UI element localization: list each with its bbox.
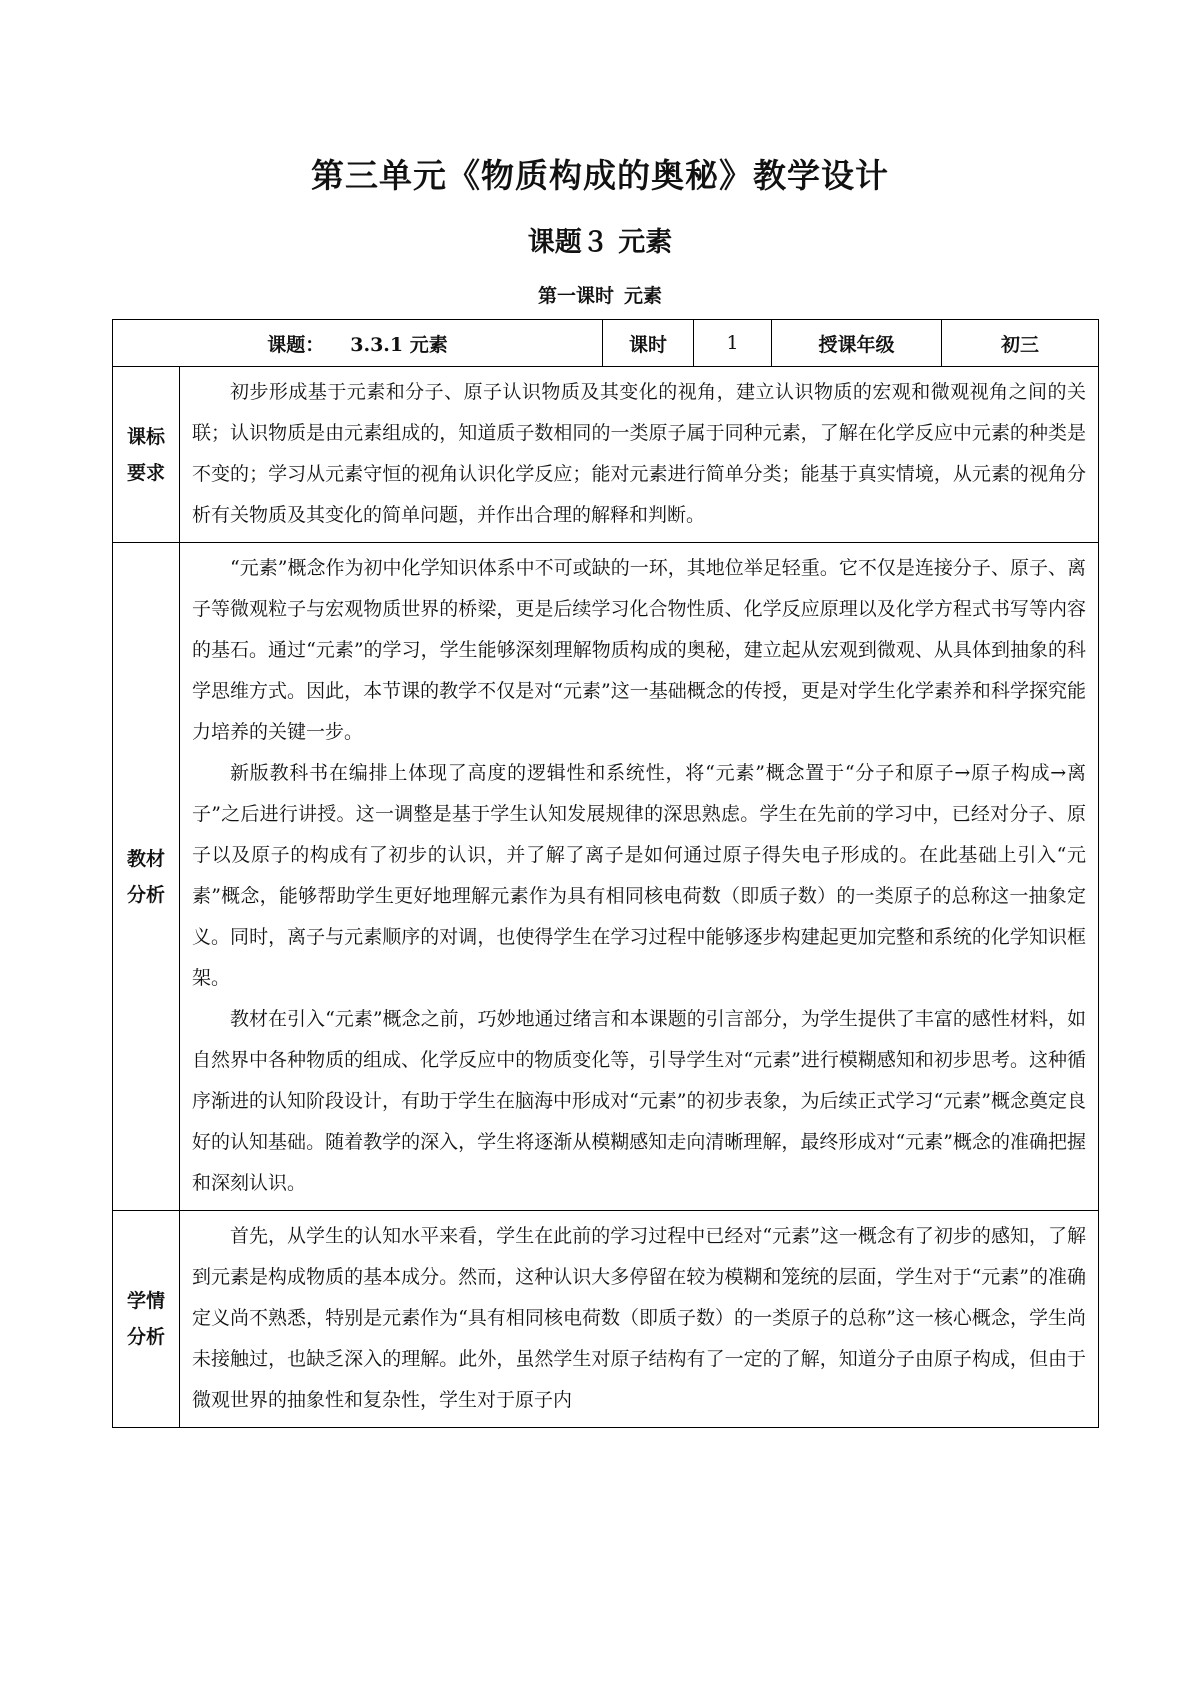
- lesson-topic: 元素: [624, 285, 663, 307]
- lesson-plan-table: [112, 319, 1099, 1428]
- textbook-analysis-row: [113, 543, 1099, 1211]
- student-label-line2: 分析: [126, 1326, 165, 1348]
- curriculum-label: [113, 367, 180, 543]
- curriculum-content: [180, 367, 1099, 543]
- paragraph: 教材在引入“元素”概念之前，巧妙地通过绪言和本课题的引言部分，为学生提供了丰富的感性材料，如自然界中各种物质的组成、化学反应中的物质变化等，引导学生对“元素”进行模糊感知和初步思考。这种循序渐进的认知阶段设计，有助于学生在脑海中形成对“元素”的初步表象，为后续正式学习“元素”概念奠定良好的认知基础。随着教学的深入，学生将逐渐从模糊感知走向清晰理解，最终形成对“元素”概念的准确把握和深刻认识。: [192, 1008, 1086, 1194]
- paragraph: 初步形成基于元素和分子、原子认识物质及其变化的视角，建立认识物质的宏观和微观视角之间的关联；认识物质是由元素组成的，知道质子数相同的一类原子属于同种元素，了解在化学反应中元素的种类是不变的；学习从元素守恒的视角认识化学反应；能对元素进行简单分类；能基于真实情境，从元素的视角分析有关物质及其变化的简单问题，并作出合理的解释和判断。: [192, 381, 1086, 526]
- grade-label: 授课年级: [772, 320, 942, 367]
- topic-value: 3.3.1 元素: [350, 333, 448, 356]
- textbook-label-line1: 教材: [126, 847, 165, 870]
- period-value: 1: [694, 320, 772, 367]
- textbook-analysis-content: [180, 543, 1099, 1211]
- paragraph: 新版教科书在编排上体现了高度的逻辑性和系统性，将“元素”概念置于“分子和原子→原子构成→离子”之后进行讲授。这一调整是基于学生认知发展规律的深思熟虑。学生在先前的学习中，已经对分子、原子以及原子的构成有了初步的认识，并了解了离子是如何通过原子得失电子形成的。在此基础上引入“元素”概念，能够帮助学生更好地理解元素作为具有相同核电荷数（即质子数）的一类原子的总称这一抽象定义。同时，离子与元素顺序的对调，也使得学生在学习过程中能够逐步构建起更加完整和系统的化学知识框架。: [192, 762, 1086, 989]
- document-subtitle: 课题３ 元素: [527, 227, 673, 258]
- lesson-label: 第一课时: [537, 285, 614, 307]
- student-analysis-label: [113, 1211, 180, 1428]
- lesson-heading: [0, 281, 1200, 308]
- student-analysis-content: [180, 1211, 1099, 1428]
- curriculum-label-line2: 要求: [126, 461, 165, 484]
- header-row: [113, 320, 1099, 367]
- grade-value: 初三: [942, 320, 1099, 367]
- textbook-label-line2: 分析: [126, 883, 165, 906]
- period-label: 课时: [603, 320, 694, 367]
- document-title: 第三单元《物质构成的奥秘》教学设计: [311, 156, 889, 195]
- student-analysis-row: [113, 1211, 1099, 1428]
- paragraph: “元素”概念作为初中化学知识体系中不可或缺的一环，其地位举足轻重。它不仅是连接分子、原子、离子等微观粒子与宏观物质世界的桥梁，更是后续学习化合物性质、化学反应原理以及化学方程式书写等内容的基石。通过“元素”的学习，学生能够深刻理解物质构成的奥秘，建立起从宏观到微观、从具体到抽象的科学思维方式。因此，本节课的教学不仅是对“元素”这一基础概念的传授，更是对学生化学素养和科学探究能力培养的关键一步。: [192, 557, 1086, 743]
- student-label-line1: 学情: [126, 1290, 165, 1312]
- topic-cell: [113, 320, 603, 367]
- paragraph: 首先，从学生的认知水平来看，学生在此前的学习过程中已经对“元素”这一概念有了初步的感知，了解到元素是构成物质的基本成分。然而，这种认识大多停留在较为模糊和笼统的层面，学生对于“元素”的准确定义尚不熟悉，特别是元素作为“具有相同核电荷数（即质子数）的一类原子的总称”这一核心概念，学生尚未接触过，也缺乏深入的理解。此外，虽然学生对原子结构有了一定的了解，知道分子由原子构成，但由于微观世界的抽象性和复杂性，学生对于原子内: [192, 1225, 1086, 1411]
- topic-label: 课题：: [267, 333, 325, 356]
- curriculum-row: [113, 367, 1099, 543]
- textbook-analysis-label: [113, 543, 180, 1211]
- curriculum-label-line1: 课标: [126, 425, 165, 448]
